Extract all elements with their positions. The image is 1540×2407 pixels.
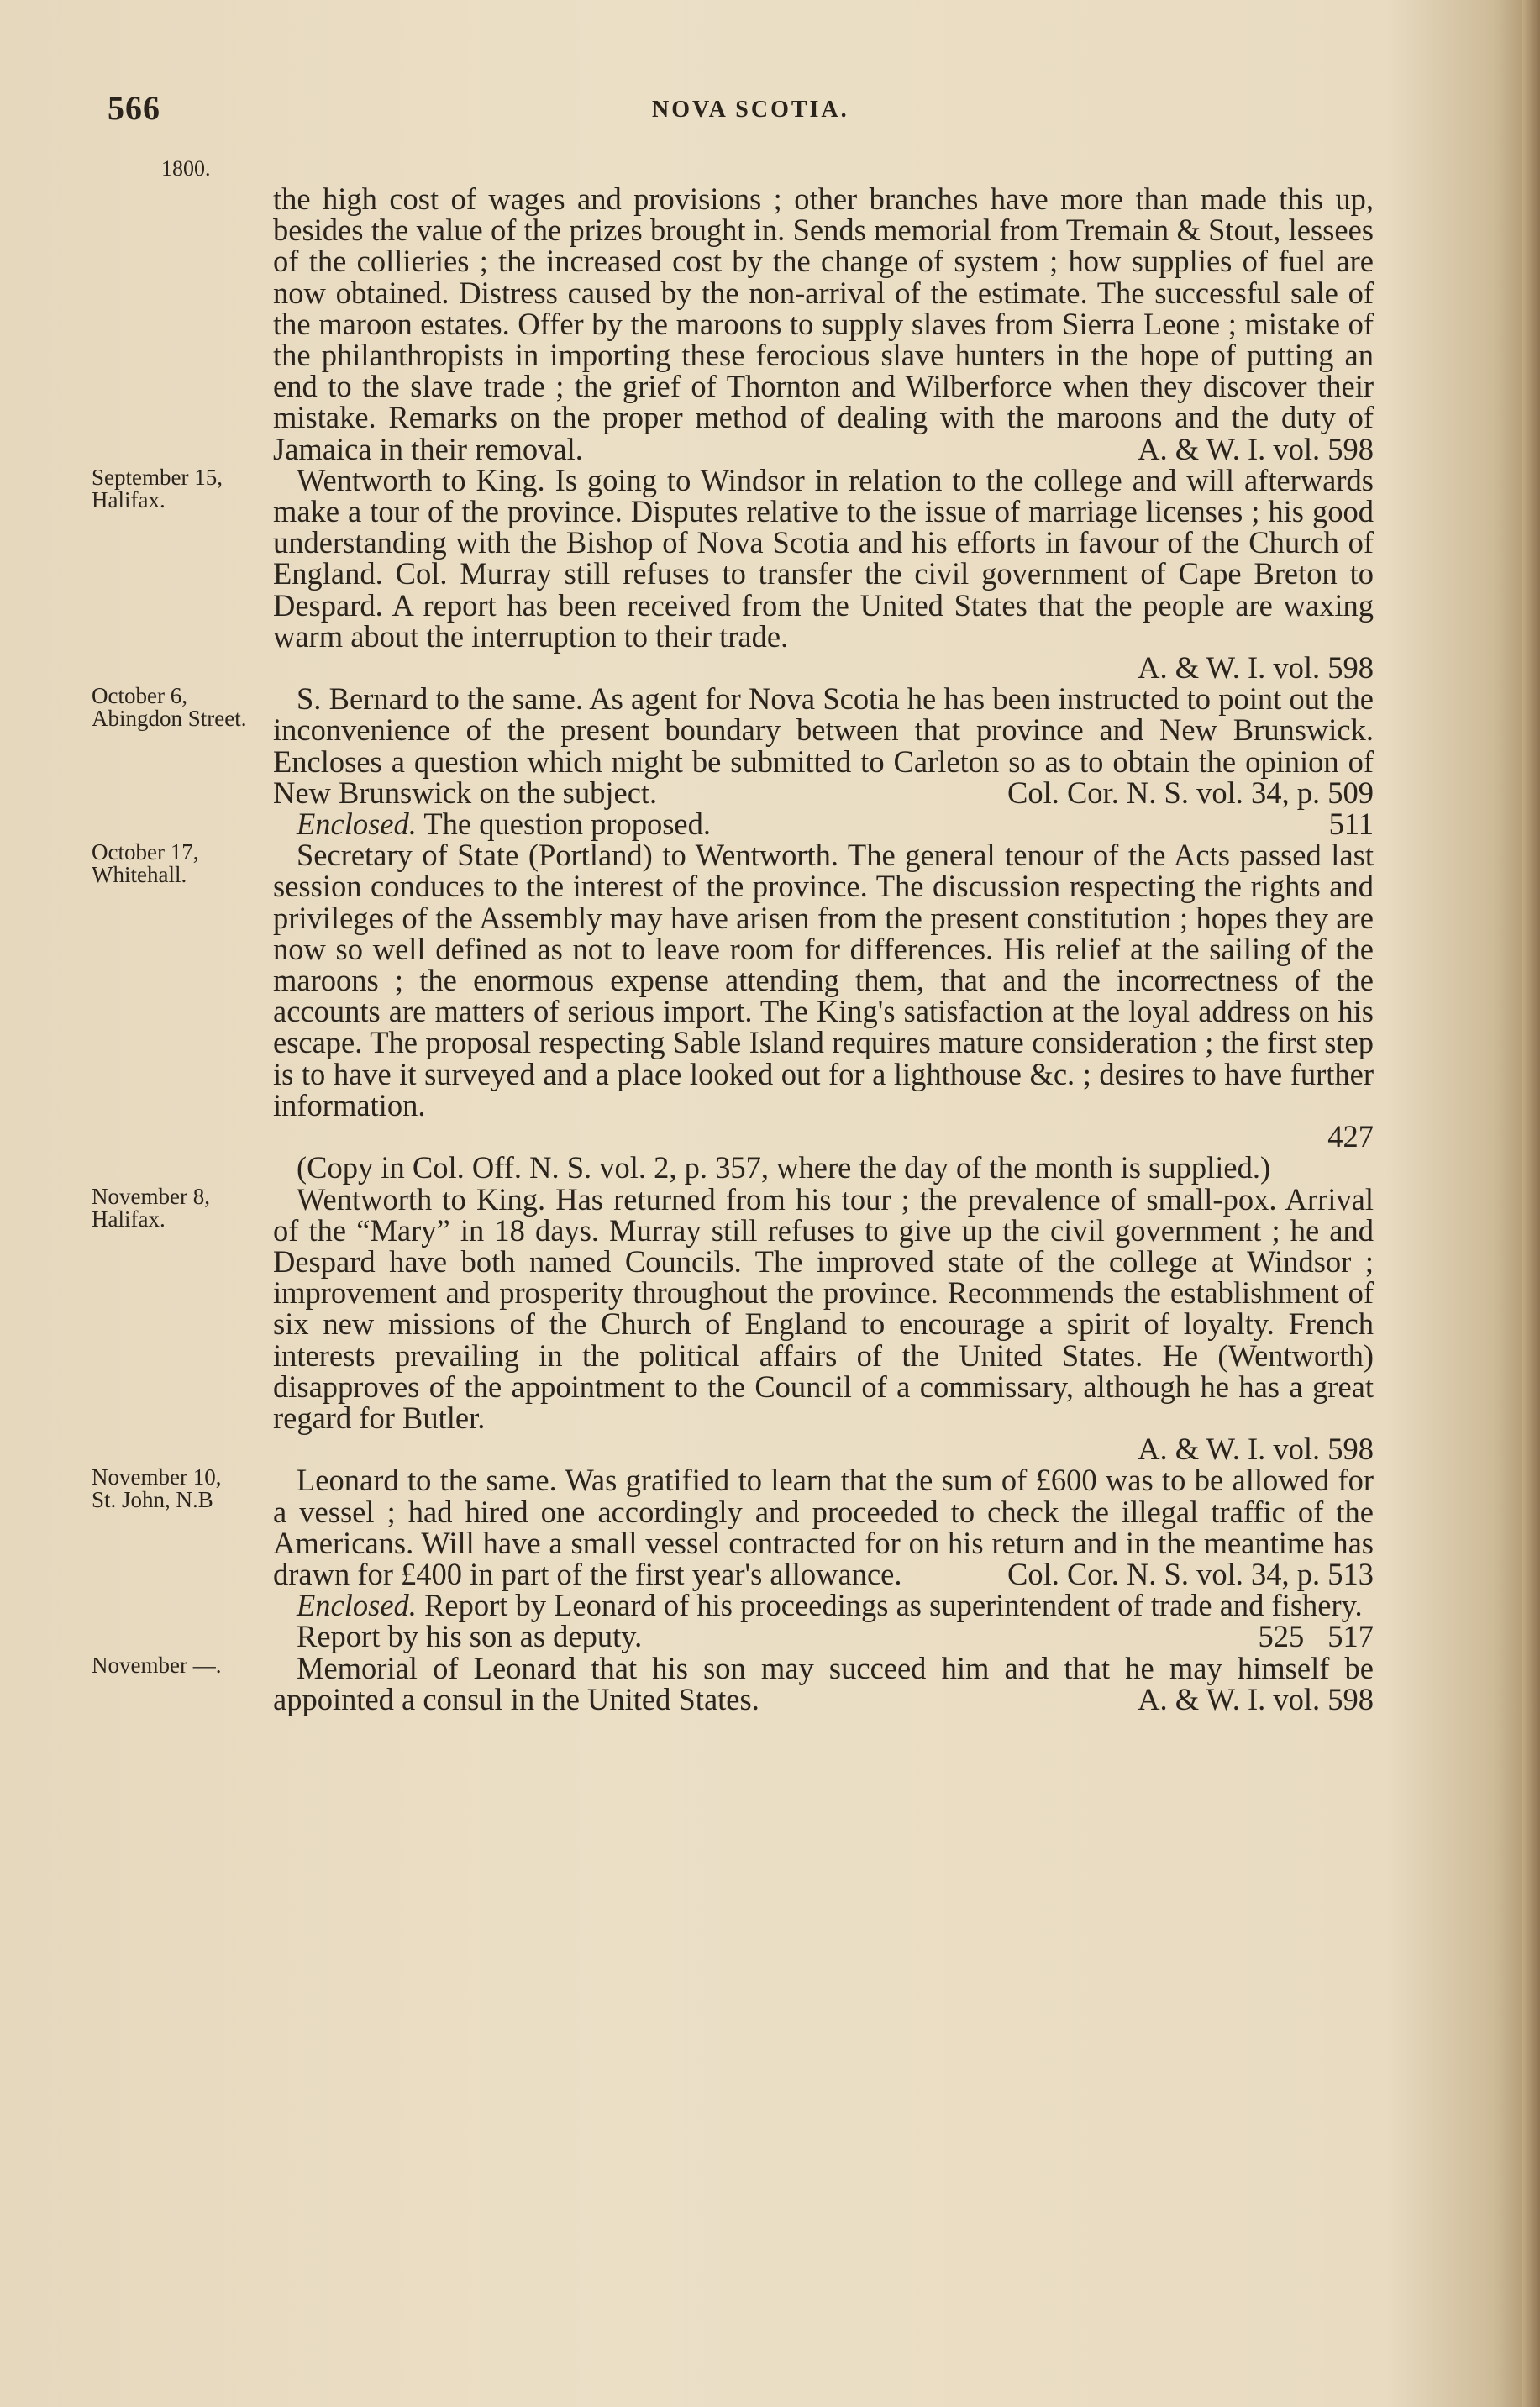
- source-ref: A. & W. I. vol. 598: [1138, 431, 1374, 466]
- entry-oct-17: [92, 838, 1374, 1185]
- entry-date: November —.: [92, 1652, 222, 1678]
- entry-text: Wentworth to King. Has returned from his tour ; the prevalence of small-pox. Arrival of the “Mary” in 18 days. Murray still refuses to give up the civil government ; he and Despard have both named Councils. The improved state of the college at Windsor ; improvement and prosperity throughout the province. Recommends the establishment of six new missions of the Church of England to encourage a spirit of loyalty. French interests prevailing in the political affairs of the United States. He (Wentworth) disapproves of the appointment to the Council of a commissary, although he has a great regard for Butler.: [273, 1181, 1374, 1435]
- intro-text: the high cost of wages and provisions ; other branches have more than made this up, besides the value of the prizes brought in. Sends memorial from Tremain & Stout, lessees of the collieries ; the increased cost by the change of system ; how supplies of fuel are now obtained. Distress caused by the non-arrival of the estimate. The successful sale of the maroon estates. Offer by the maroons to supply slaves from Sierra Leone ; mistake of the philanthropists in importing these ferocious slave hunters in the hope of putting an end to the slave trade ; the grief of Thornton and Wilberforce when they discover their mistake. Remarks on the proper method of dealing with the maroons and the duty of Jamaica in their removal. A. & W. I. vol. 598: [273, 181, 1374, 466]
- entry-oct-6: [92, 681, 1374, 842]
- entry-date: October 17, Whitehall.: [92, 839, 199, 888]
- entry-sept-15: [92, 462, 1374, 686]
- intro-entry: [273, 183, 1374, 465]
- source-ref: Col. Cor. N. S. vol. 34, p. 509: [1007, 775, 1374, 810]
- copy-note: (Copy in Col. Off. N. S. vol. 2, p. 357, where the day of the month is supplied.): [297, 1150, 1271, 1185]
- enclosure-page: 525: [1258, 1619, 1305, 1654]
- enclosure: Enclosed. The question proposed. 511: [297, 807, 1374, 842]
- running-title: NOVA SCOTIA.: [652, 97, 849, 123]
- entry-date: November 8, Halifax.: [92, 1183, 210, 1232]
- entry-text: Leonard to the same. Was gratified to learn that the sum of £600 was to be allowed for a vessel ; had hired one accordingly and proceeded to check the illegal traffic of the Americans. Will have a small vessel contracted for on his return and in the meantime has drawn for £400 in part of the first year's allowance. Col. Cor. N. S. vol. 34, p. 513: [273, 1463, 1374, 1591]
- entry-date: September 15, Halifax.: [92, 464, 223, 512]
- page-ref: 427: [1327, 1119, 1374, 1154]
- calendar-body: [92, 181, 1374, 1716]
- source-ref: Col. Cor. N. S. vol. 34, p. 513: [1007, 1556, 1374, 1591]
- source-ref: A. & W. I. vol. 598: [1138, 1681, 1374, 1716]
- entry-text: S. Bernard to the same. As agent for Nova Scotia he has been instructed to point out the inconvenience of the present boundary between that province and New Brunswick. Encloses a question which might be submitted to Carleton so as to obtain the opinion of New Brunswick on the subject. Col. Cor. N. S. vol. 34, p. 509: [273, 681, 1374, 810]
- entry-date: November 10, St. John, N.B: [92, 1464, 222, 1513]
- source-ref: A. & W. I. vol. 598: [1138, 650, 1374, 686]
- enclosure: Report by his son as deputy. 525: [297, 1619, 1305, 1654]
- source-ref: A. & W. I. vol. 598: [1138, 1432, 1374, 1467]
- enclosure-page: 517: [1327, 1619, 1374, 1654]
- page-number: 566: [108, 89, 160, 127]
- page-edge: [1522, 0, 1540, 2407]
- enclosure: Enclosed. Report by Leonard of his proceedings as superintendent of trade and fishery. 517: [297, 1588, 1374, 1654]
- entry-text: Wentworth to King. Is going to Windsor in relation to the college and will afterwards make a tour of the province. Disputes relative to the issue of marriage licenses ; his good understanding with the Bishop of Nova Scotia and his efforts in favour of the Church of England. Col. Murray still refuses to transfer the civil government of Cape Breton to Despard. A report has been received from the United States that the people are waxing warm about the interruption to their trade.: [273, 462, 1374, 654]
- entry-nov-8: [92, 1181, 1374, 1467]
- entry-date: October 6, Abingdon Street.: [92, 683, 247, 732]
- entry-nov-10: [92, 1463, 1374, 1654]
- year-note: 1800.: [161, 156, 211, 181]
- entry-text: Secretary of State (Portland) to Wentworth. The general tenour of the Acts passed last session conduces to the interest of the province. The discussion respecting the rights and privileges of the Assembly may have arisen from the present constitution ; hopes they are now so well defined as not to leave room for differences. His relief at the sailing of the maroons ; the enormous expense attending them, that and the incorrectness of the accounts are matters of serious import. The King's satisfaction at the loyal address on his escape. The proposal respecting Sable Island requires mature consideration ; the first step is to have it surveyed and a place looked out for a lighthouse &c. ; desires to have further information.: [273, 838, 1374, 1122]
- enclosure-page: 511: [1328, 807, 1374, 842]
- entry-nov: [92, 1650, 1374, 1716]
- entry-text: Memorial of Leonard that his son may succeed him and that he may himself be appointed a consul in the United States. A. & W. I. vol. 598: [273, 1650, 1374, 1716]
